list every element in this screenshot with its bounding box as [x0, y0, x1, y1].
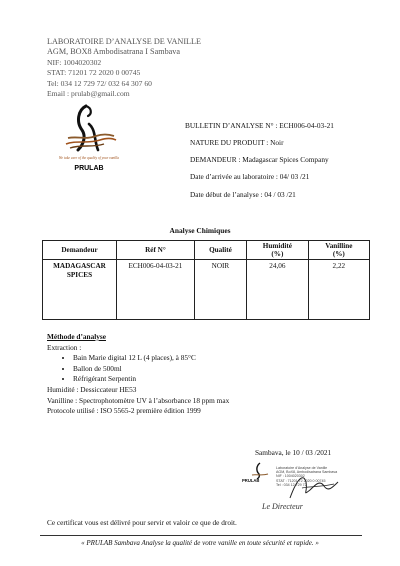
column-header: Demandeur	[43, 241, 117, 260]
lab-email: Email : prulab@gmail.com	[47, 89, 130, 99]
table-cell: 2,22	[308, 260, 369, 320]
results-table	[42, 240, 370, 320]
table-cell: ECH006-04-03-21	[116, 260, 194, 320]
stamp-logo-name: PRULAB	[242, 478, 260, 483]
column-header: Qualité	[194, 241, 246, 260]
signature-stamp	[236, 462, 356, 514]
lab-address: AGM, BOX8 Ambodisatrana I Sambava	[47, 47, 181, 57]
list-item: • Bain Marie digital 12 L (4 places), à 85°C	[73, 353, 229, 364]
stamp-line: STAT : 71201 72 2020 0 00745	[276, 478, 326, 483]
extraction-list	[47, 353, 229, 385]
stamp-line: AGM, BoX8, Ambodisatrana Sambava	[276, 470, 338, 475]
method-title: Méthode d’analyse	[47, 332, 106, 341]
certificate-statement: Ce certificat vous est délivré pour servir et valoir ce que de droit.	[47, 518, 237, 527]
vanillin-method: Vanilline : Spectrophotomètre UV à l’absorbance 18 ppm max	[47, 395, 230, 405]
stamp-line: Tel : 034 12 729 72	[276, 482, 307, 487]
footer-slogan: « PRULAB Sambava Analyse la qualité de votre vanille en toute sécurité et rapide. »	[81, 539, 319, 547]
table-cell: NOIR	[194, 260, 246, 320]
protocol: Protocole utilisé : ISO 5565-2 première édition 1999	[47, 406, 201, 416]
arrival-date: Date d’arrivée au laboratoire : 04/ 03 /21	[190, 172, 310, 181]
footer-divider	[40, 535, 362, 536]
bulletin-number: BULLETIN D’ANALYSE N° : ECH006-04-03-21	[185, 121, 334, 130]
place-date: Sambava, le 10 / 03 /2021	[255, 448, 332, 457]
extraction-label: Extraction :	[47, 342, 82, 352]
analysis-start-date: Date début de l’analyse : 04 / 03 /21	[190, 190, 296, 199]
column-header: Humidité (%)	[247, 241, 309, 260]
column-header: Réf N°	[116, 241, 194, 260]
lab-header	[47, 37, 201, 99]
logo-tagline: We take care of the quality of your vanilla	[58, 156, 120, 160]
column-header: Vanilline (%)	[308, 241, 369, 260]
lab-name: LABORATOIRE D’ANALYSE DE VANILLE	[47, 37, 202, 46]
list-item: • Ballon de 500ml	[73, 364, 229, 375]
list-item: • Réfrigérant Serpentin	[73, 374, 229, 385]
director-label: Le Directeur	[262, 502, 303, 511]
table-row	[43, 260, 370, 320]
lab-phone: Tel: 034 12 729 72/ 032 64 307 60	[47, 78, 152, 88]
section-title: Analyse Chimiques	[169, 226, 231, 235]
humidity-method: Humidité : Dessiccateur HE53	[47, 384, 137, 394]
requester: DEMANDEUR : Madagascar Spices Company	[190, 155, 329, 164]
lab-nif: NIF: 1004020302	[47, 57, 102, 67]
lab-stat: STAT: 71201 72 2020 0 00745	[47, 68, 141, 78]
table-cell: 24,06	[247, 260, 309, 320]
method-section	[47, 332, 229, 417]
product-nature: NATURE DU PRODUIT : Noir	[190, 138, 284, 147]
logo-name: PRULAB	[74, 165, 104, 172]
handwritten-signature	[284, 470, 344, 504]
table-header-row	[43, 241, 370, 260]
table-cell: MADAGASCAR SPICES	[43, 260, 117, 320]
stamp-line: Laboratoire d'Analyse de Vanille	[276, 466, 328, 470]
prulab-logo	[56, 100, 122, 178]
stamp-line: NIF : 1004020302	[276, 474, 305, 479]
vanilla-pods-icon	[56, 100, 122, 156]
